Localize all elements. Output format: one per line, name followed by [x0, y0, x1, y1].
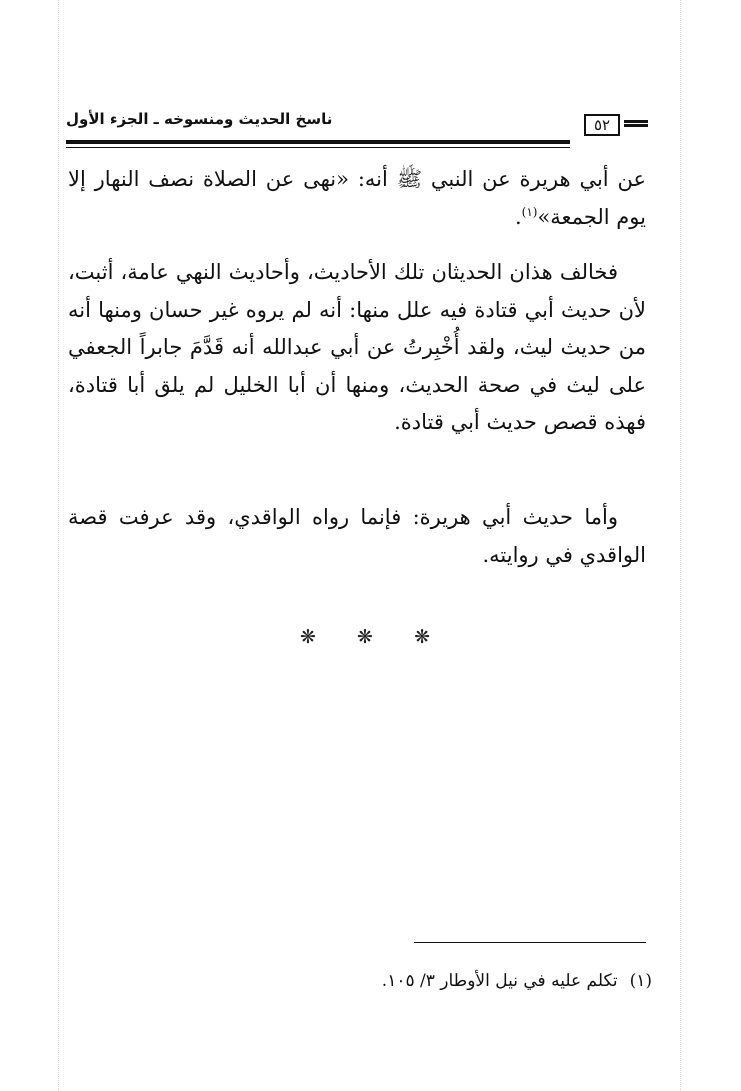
section-separator	[300, 622, 430, 652]
margin-guide-left	[58, 0, 59, 1091]
asterism-icon: ❋	[300, 626, 316, 648]
header-ornament	[624, 120, 648, 127]
margin-guide-right	[680, 0, 681, 1091]
footnote-reference[interactable]: (١)	[521, 204, 538, 219]
asterism-icon: ❋	[414, 626, 430, 648]
running-title: ناسخ الحديث ومنسوخه ـ الجزء الأول	[66, 110, 333, 128]
footnote-rule	[414, 942, 646, 943]
asterism-icon: ❋	[357, 626, 373, 648]
page-number: ٥٢	[584, 114, 620, 136]
paragraph-3: وأما حديث أبي هريرة: فإنما رواه الواقدي، وقد عرفت قصة الواقدي في روايته.	[68, 505, 646, 567]
paragraph-1	[68, 161, 646, 236]
footnote	[300, 968, 652, 994]
header-rule-thick	[66, 140, 570, 144]
running-header	[66, 104, 648, 138]
paragraph-1-text: عن أبي هريرة عن النبي ﷺ أنه: «نهى عن الصلاة نصف النهار إلا يوم الجمعة»	[68, 167, 646, 229]
footnote-number: (١)	[629, 971, 652, 991]
header-rule-thin	[66, 147, 570, 148]
paragraph-1-tail: .	[514, 204, 522, 229]
footnote-text: تكلم عليه في نيل الأوطار ٣/ ١٠٥.	[381, 971, 618, 991]
paragraph-2: فخالف هذان الحديثان تلك الأحاديث، وأحاديث النهي عامة، أثبت، لأن حديث أبي قتادة فيه علل منها: أنه لم يروه غير حسان ومنها أنه من حديث ليث، ولقد أُخْبِرتُ عن أبي عبدالله أنه قَدَّمَ جابراً الجعفي على ليث في صحة الحديث، ومنها أن أبا الخليل لم يلق أبا قتادة، فهذه قصص حديث أبي قتادة.	[68, 260, 646, 434]
